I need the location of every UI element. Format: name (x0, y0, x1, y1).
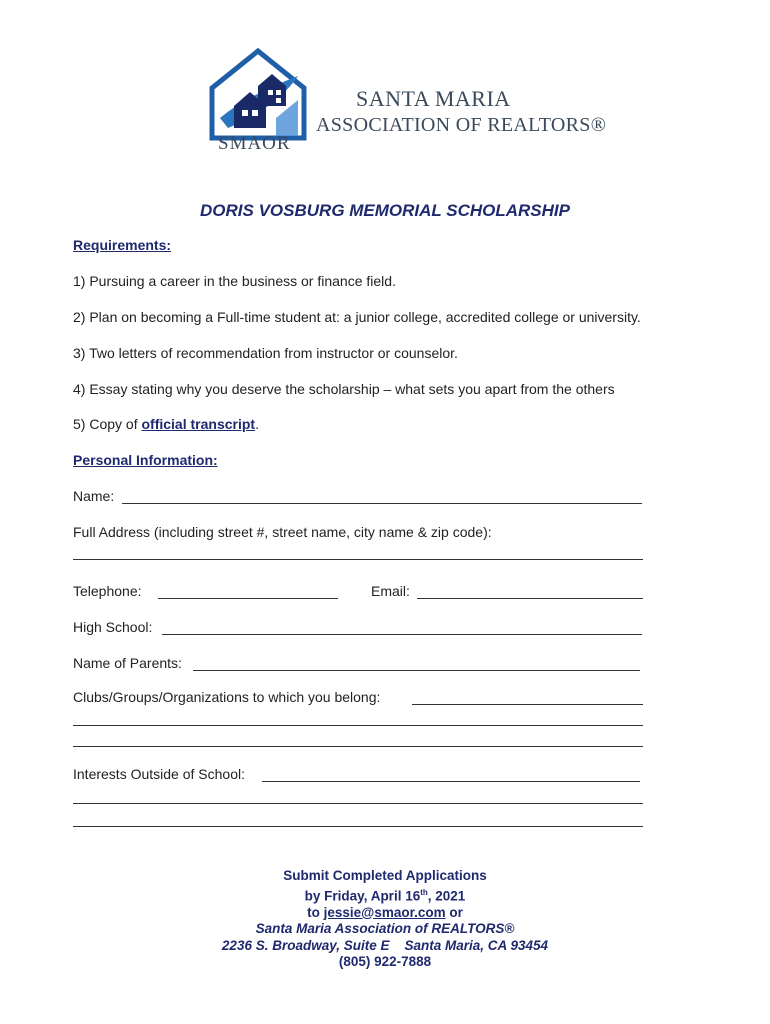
requirement-item-suffix: . (255, 416, 259, 432)
logo-text: SMAOR (218, 133, 291, 154)
address-field[interactable] (73, 559, 643, 560)
telephone-field[interactable] (158, 598, 338, 599)
interests-field[interactable] (262, 781, 640, 782)
association-name: Santa Maria Association of REALTORS® (255, 921, 515, 936)
submission-info (0, 868, 770, 971)
page-title: DORIS VOSBURG MEMORIAL SCHOLARSHIP (200, 201, 570, 220)
contact-email-link[interactable]: jessie@smaor.com (323, 904, 446, 920)
clubs-field-line3[interactable] (73, 746, 643, 747)
requirement-item: 2) Plan on becoming a Full-time student at: a junior college, accredited college or university. (73, 309, 641, 325)
clubs-field[interactable] (412, 704, 643, 705)
requirement-item-prefix: 5) Copy of (73, 416, 142, 432)
org-name-line1: SANTA MARIA (356, 86, 511, 111)
interests-field-line3[interactable] (73, 826, 643, 827)
submit-instruction: Submit Completed Applications (283, 868, 487, 883)
interests-label: Interests Outside of School: (73, 766, 245, 782)
address-label: Full Address (including street #, street name, city name & zip code): (73, 524, 492, 540)
email-field[interactable] (417, 598, 643, 599)
requirement-item: 3) Two letters of recommendation from instructor or counselor. (73, 345, 458, 361)
association-phone: (805) 922-7888 (338, 954, 432, 969)
email-prefix: to (307, 904, 324, 920)
deadline (0, 885, 770, 905)
requirements-heading: Requirements: (73, 237, 172, 253)
high-school-field[interactable] (162, 634, 642, 635)
org-name-line2: ASSOCIATION OF REALTORS® (316, 114, 607, 136)
requirement-item: 4) Essay stating why you deserve the scholarship – what sets you apart from the others (73, 381, 615, 397)
requirement-item: 1) Pursuing a career in the business or finance field. (73, 273, 396, 289)
deadline-date: by Friday, April 16 (304, 888, 421, 903)
interests-field-line2[interactable] (73, 803, 643, 804)
email-label: Email: (371, 583, 410, 599)
parents-label: Name of Parents: (73, 655, 182, 671)
deadline-year: , 2021 (427, 888, 466, 903)
deadline-suffix: th (420, 887, 428, 897)
high-school-label: High School: (73, 619, 153, 635)
parents-field[interactable] (193, 670, 640, 671)
clubs-label: Clubs/Groups/Organizations to which you belong: (73, 689, 381, 705)
association-address: 2236 S. Broadway, Suite E Santa Maria, CA 93454 (221, 937, 549, 953)
submit-email-line (0, 905, 770, 922)
official-transcript-link[interactable]: official transcript (141, 416, 256, 432)
personal-info-heading: Personal Information: (73, 452, 218, 468)
email-suffix: or (445, 904, 463, 920)
name-label: Name: (73, 488, 115, 504)
clubs-field-line2[interactable] (73, 725, 643, 726)
telephone-label: Telephone: (73, 583, 142, 599)
requirement-item-transcript (73, 416, 259, 432)
name-field[interactable] (122, 503, 642, 504)
